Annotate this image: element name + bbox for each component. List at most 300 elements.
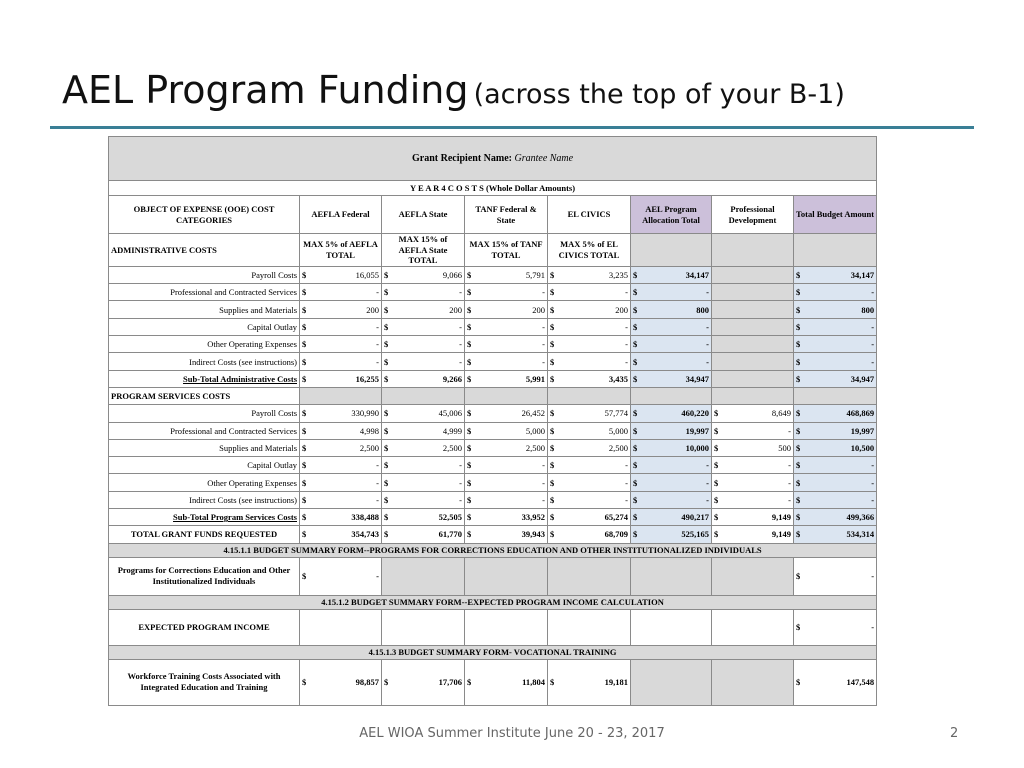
currency-sign: $ [796, 494, 801, 505]
currency-sign: $ [467, 287, 472, 298]
amount-cell [548, 353, 631, 370]
amount-cell [382, 336, 465, 353]
amount-cell [300, 370, 382, 387]
currency-sign: $ [302, 571, 307, 582]
program-costs-title: PROGRAM SERVICES COSTS [109, 387, 300, 404]
amount-cell [300, 509, 382, 526]
amount-value: - [542, 339, 545, 350]
currency-sign: $ [633, 460, 638, 471]
currency-sign: $ [302, 287, 307, 298]
currency-sign: $ [796, 677, 801, 688]
amount-cell [794, 659, 877, 705]
currency-sign: $ [796, 373, 801, 384]
subtotal-row [109, 370, 877, 387]
column-header: TANF Federal & State [465, 196, 548, 234]
recipient-row [109, 137, 877, 181]
currency-sign: $ [550, 408, 555, 419]
empty-cell [712, 266, 794, 283]
currency-sign: $ [796, 339, 801, 350]
amount-value: - [871, 460, 875, 471]
amount-cell [382, 659, 465, 705]
empty-cell [712, 336, 794, 353]
amount-cell [382, 301, 465, 318]
empty-cell [712, 609, 794, 645]
currency-sign: $ [633, 512, 638, 523]
amount-value: - [706, 339, 709, 350]
recipient-label: Grant Recipient Name: [412, 153, 512, 164]
currency-sign: $ [467, 677, 472, 688]
amount-cell [465, 370, 548, 387]
currency-sign: $ [384, 287, 389, 298]
currency-sign: $ [714, 477, 719, 488]
amount-cell [794, 491, 877, 508]
currency-sign: $ [796, 356, 801, 367]
amount-cell [548, 301, 631, 318]
amount-cell [548, 491, 631, 508]
amount-value: 16,255 [355, 373, 379, 384]
amount-cell [548, 266, 631, 283]
amount-cell [631, 526, 712, 543]
currency-sign: $ [384, 373, 389, 384]
amount-value: 147,548 [846, 677, 875, 688]
row-label: Payroll Costs [109, 266, 300, 283]
row-label: Payroll Costs [109, 405, 300, 422]
amount-value: 200 [449, 304, 462, 315]
currency-sign: $ [384, 339, 389, 350]
amount-value: - [459, 494, 462, 505]
currency-sign: $ [550, 494, 555, 505]
amount-value: - [706, 321, 709, 332]
amount-value: - [376, 477, 379, 488]
table-row [109, 301, 877, 318]
amount-value: - [871, 622, 875, 633]
currency-sign: $ [302, 442, 307, 453]
amount-cell [300, 318, 382, 335]
amount-cell [712, 457, 794, 474]
amount-cell [300, 439, 382, 456]
amount-value: 65,274 [604, 512, 628, 523]
currency-sign: $ [384, 494, 389, 505]
program-header-row [109, 387, 877, 404]
currency-sign: $ [302, 270, 307, 281]
amount-value: - [459, 287, 462, 298]
currency-sign: $ [467, 460, 472, 471]
currency-sign: $ [302, 494, 307, 505]
amount-cell [631, 491, 712, 508]
amount-value: - [542, 321, 545, 332]
column-header: AEL Program Allocation Total [631, 196, 712, 234]
amount-cell [794, 557, 877, 595]
amount-cell [300, 474, 382, 491]
empty-cell [548, 557, 631, 595]
amount-value: 19,997 [685, 425, 709, 436]
amount-cell [548, 422, 631, 439]
currency-sign: $ [302, 321, 307, 332]
amount-value: 800 [861, 304, 875, 315]
empty-cell [465, 609, 548, 645]
currency-sign: $ [550, 287, 555, 298]
table-row [109, 457, 877, 474]
amount-value: - [459, 460, 462, 471]
amount-cell [300, 336, 382, 353]
amount-value: - [542, 460, 545, 471]
amount-value: - [376, 339, 379, 350]
amount-value: 200 [366, 304, 379, 315]
amount-cell [548, 659, 631, 705]
amount-cell [794, 284, 877, 301]
currency-sign: $ [467, 270, 472, 281]
amount-cell [631, 509, 712, 526]
currency-sign: $ [714, 494, 719, 505]
amount-value: 26,452 [521, 408, 545, 419]
empty-cell [382, 609, 465, 645]
currency-sign: $ [302, 677, 307, 688]
row-label: TOTAL GRANT FUNDS REQUESTED [109, 526, 300, 543]
amount-cell [300, 353, 382, 370]
amount-cell [631, 284, 712, 301]
empty-cell [465, 557, 548, 595]
empty-cell [300, 387, 382, 404]
amount-cell [794, 609, 877, 645]
amount-cell [300, 526, 382, 543]
amount-cell [631, 457, 712, 474]
income-row [109, 609, 877, 645]
amount-value: 9,149 [771, 529, 791, 540]
header-row [109, 196, 877, 234]
admin-cap-note: MAX 15% of TANF TOTAL [465, 234, 548, 267]
amount-cell [382, 405, 465, 422]
empty-cell [631, 387, 712, 404]
amount-cell [548, 474, 631, 491]
currency-sign: $ [796, 287, 801, 298]
empty-cell [712, 284, 794, 301]
empty-cell [631, 609, 712, 645]
amount-value: 499,366 [846, 512, 875, 523]
table-row [109, 336, 877, 353]
amount-cell [548, 439, 631, 456]
currency-sign: $ [550, 512, 555, 523]
currency-sign: $ [796, 425, 801, 436]
currency-sign: $ [714, 529, 719, 540]
amount-value: 10,500 [850, 442, 875, 453]
amount-cell [465, 659, 548, 705]
currency-sign: $ [384, 304, 389, 315]
vocational-banner: 4.15.1.3 BUDGET SUMMARY FORM- VOCATIONAL TRAINING [109, 645, 877, 659]
amount-cell [382, 509, 465, 526]
amount-value: - [871, 477, 875, 488]
amount-value: 2,500 [359, 442, 379, 453]
recipient-cell [109, 137, 877, 181]
amount-value: - [625, 460, 628, 471]
currency-sign: $ [302, 339, 307, 350]
amount-value: - [376, 494, 379, 505]
amount-cell [465, 284, 548, 301]
amount-value: 45,006 [438, 408, 462, 419]
amount-value: - [376, 460, 379, 471]
amount-cell [382, 422, 465, 439]
title-sub: (across the top of your B-1) [473, 79, 845, 110]
currency-sign: $ [302, 408, 307, 419]
currency-sign: $ [796, 460, 801, 471]
admin-costs-title: ADMINISTRATIVE COSTS [109, 234, 300, 267]
column-header: Professional Development [712, 196, 794, 234]
empty-cell [712, 301, 794, 318]
table-row [109, 422, 877, 439]
amount-value: - [542, 287, 545, 298]
amount-cell [300, 284, 382, 301]
amount-cell [548, 284, 631, 301]
amount-cell [631, 336, 712, 353]
currency-sign: $ [796, 304, 801, 315]
currency-sign: $ [467, 477, 472, 488]
empty-cell [712, 557, 794, 595]
amount-value: 52,505 [438, 512, 462, 523]
empty-cell [712, 318, 794, 335]
section-banner-row [109, 543, 877, 557]
amount-cell [465, 526, 548, 543]
amount-cell [300, 422, 382, 439]
amount-value: 61,770 [438, 529, 462, 540]
amount-value: 33,952 [521, 512, 545, 523]
amount-value: - [788, 477, 791, 488]
empty-cell [712, 659, 794, 705]
currency-sign: $ [550, 442, 555, 453]
currency-sign: $ [633, 270, 638, 281]
currency-sign: $ [633, 339, 638, 350]
amount-cell [548, 457, 631, 474]
amount-cell [794, 353, 877, 370]
empty-cell [631, 234, 712, 267]
row-label: Sub-Total Program Services Costs [109, 509, 300, 526]
amount-value: - [459, 356, 462, 367]
currency-sign: $ [796, 571, 801, 582]
currency-sign: $ [796, 442, 801, 453]
currency-sign: $ [467, 442, 472, 453]
amount-value: 460,220 [681, 408, 709, 419]
budget-table [108, 136, 877, 706]
corrections-banner: 4.15.1.1 BUDGET SUMMARY FORM--PROGRAMS FOR CORRECTIONS EDUCATION AND OTHER INSTITUTIONALIZED INDIVIDUALS [109, 543, 877, 557]
amount-value: 3,235 [608, 270, 628, 281]
currency-sign: $ [796, 477, 801, 488]
amount-value: - [459, 477, 462, 488]
amount-value: 330,990 [351, 408, 379, 419]
currency-sign: $ [796, 321, 801, 332]
currency-sign: $ [384, 677, 389, 688]
corrections-row [109, 557, 877, 595]
income-label: EXPECTED PROGRAM INCOME [109, 609, 300, 645]
amount-value: 2,500 [525, 442, 545, 453]
amount-value: - [459, 339, 462, 350]
empty-cell [712, 387, 794, 404]
amount-cell [465, 474, 548, 491]
amount-cell [631, 353, 712, 370]
year-costs-label: Y E A R 4 C O S T S (Whole Dollar Amounts) [109, 181, 877, 196]
year-row [109, 181, 877, 196]
amount-value: - [871, 356, 875, 367]
empty-cell [465, 387, 548, 404]
amount-cell [465, 301, 548, 318]
currency-sign: $ [302, 425, 307, 436]
currency-sign: $ [796, 270, 801, 281]
amount-value: 5,991 [525, 373, 545, 384]
currency-sign: $ [633, 373, 638, 384]
admin-cap-note: MAX 15% of AEFLA State TOTAL [382, 234, 465, 267]
grand-total-row [109, 526, 877, 543]
currency-sign: $ [796, 622, 801, 633]
row-label: Indirect Costs (see instructions) [109, 491, 300, 508]
currency-sign: $ [302, 512, 307, 523]
amount-value: - [625, 321, 628, 332]
amount-value: 9,149 [771, 512, 791, 523]
amount-value: - [376, 321, 379, 332]
currency-sign: $ [550, 529, 555, 540]
amount-cell [548, 405, 631, 422]
currency-sign: $ [467, 529, 472, 540]
row-label: Professional and Contracted Services [109, 284, 300, 301]
empty-cell [712, 234, 794, 267]
amount-value: - [871, 494, 875, 505]
amount-cell [794, 439, 877, 456]
amount-cell [382, 353, 465, 370]
currency-sign: $ [467, 408, 472, 419]
amount-value: 9,266 [442, 373, 462, 384]
row-label: Sub-Total Administrative Costs [109, 370, 300, 387]
amount-cell [794, 336, 877, 353]
amount-value: 338,488 [351, 512, 379, 523]
amount-value: - [625, 477, 628, 488]
amount-cell [465, 353, 548, 370]
amount-cell [465, 439, 548, 456]
section-banner-row [109, 595, 877, 609]
subtotal-row [109, 509, 877, 526]
amount-value: - [871, 571, 875, 582]
amount-value: - [625, 339, 628, 350]
column-header: EL CIVICS [548, 196, 631, 234]
amount-cell [465, 457, 548, 474]
amount-cell [548, 336, 631, 353]
currency-sign: $ [796, 408, 801, 419]
admin-cap-note: MAX 5% of EL CIVICS TOTAL [548, 234, 631, 267]
amount-cell [712, 491, 794, 508]
currency-sign: $ [633, 529, 638, 540]
amount-cell [631, 405, 712, 422]
row-label: Other Operating Expenses [109, 474, 300, 491]
currency-sign: $ [550, 460, 555, 471]
amount-value: - [625, 356, 628, 367]
table-row [109, 439, 877, 456]
currency-sign: $ [633, 442, 638, 453]
amount-value: 5,000 [608, 425, 628, 436]
amount-cell [794, 457, 877, 474]
amount-value: 39,943 [521, 529, 545, 540]
amount-cell [300, 557, 382, 595]
amount-cell [465, 491, 548, 508]
currency-sign: $ [550, 373, 555, 384]
currency-sign: $ [384, 529, 389, 540]
ooe-header: OBJECT OF EXPENSE (OOE) COST CATEGORIES [109, 196, 300, 234]
currency-sign: $ [467, 339, 472, 350]
currency-sign: $ [384, 270, 389, 281]
amount-value: 16,055 [355, 270, 379, 281]
vocational-label: Workforce Training Costs Associated with Integrated Education and Training [109, 659, 300, 705]
currency-sign: $ [550, 677, 555, 688]
amount-cell [465, 405, 548, 422]
row-label: Capital Outlay [109, 318, 300, 335]
empty-cell [794, 234, 877, 267]
amount-cell [382, 266, 465, 283]
amount-value: 2,500 [608, 442, 628, 453]
amount-value: 57,774 [604, 408, 628, 419]
column-header: AEFLA Federal [300, 196, 382, 234]
amount-value: - [625, 287, 628, 298]
amount-cell [300, 266, 382, 283]
table-row [109, 474, 877, 491]
recipient-value: Grantee Name [514, 153, 574, 164]
amount-value: - [706, 494, 709, 505]
currency-sign: $ [633, 356, 638, 367]
section-banner-row [109, 645, 877, 659]
corrections-label: Programs for Corrections Education and Other Institutionalized Individuals [109, 557, 300, 595]
amount-cell [382, 318, 465, 335]
amount-value: - [706, 356, 709, 367]
table-row [109, 491, 877, 508]
amount-value: 2,500 [442, 442, 462, 453]
amount-cell [465, 422, 548, 439]
amount-value: 9,066 [442, 270, 462, 281]
currency-sign: $ [467, 512, 472, 523]
empty-cell [548, 609, 631, 645]
amount-cell [382, 439, 465, 456]
amount-value: 5,000 [525, 425, 545, 436]
table-row [109, 405, 877, 422]
amount-cell [382, 526, 465, 543]
slide-title [62, 68, 845, 112]
income-banner: 4.15.1.2 BUDGET SUMMARY FORM--EXPECTED PROGRAM INCOME CALCULATION [109, 595, 877, 609]
amount-cell [548, 318, 631, 335]
amount-cell [382, 284, 465, 301]
amount-value: 17,706 [438, 677, 462, 688]
amount-cell [631, 370, 712, 387]
amount-cell [712, 422, 794, 439]
amount-value: - [706, 287, 709, 298]
currency-sign: $ [302, 356, 307, 367]
empty-cell [548, 387, 631, 404]
amount-value: - [706, 477, 709, 488]
amount-cell [548, 526, 631, 543]
amount-value: 490,217 [681, 512, 709, 523]
empty-cell [712, 370, 794, 387]
amount-value: 3,435 [608, 373, 628, 384]
currency-sign: $ [384, 442, 389, 453]
amount-cell [794, 318, 877, 335]
currency-sign: $ [384, 356, 389, 367]
currency-sign: $ [467, 494, 472, 505]
amount-value: - [788, 425, 791, 436]
empty-cell [631, 659, 712, 705]
currency-sign: $ [384, 425, 389, 436]
amount-value: 525,165 [681, 529, 709, 540]
amount-cell [548, 509, 631, 526]
empty-cell [631, 557, 712, 595]
currency-sign: $ [302, 460, 307, 471]
row-label: Supplies and Materials [109, 301, 300, 318]
currency-sign: $ [467, 304, 472, 315]
currency-sign: $ [467, 321, 472, 332]
row-label: Supplies and Materials [109, 439, 300, 456]
amount-value: 19,997 [850, 425, 875, 436]
amount-cell [631, 439, 712, 456]
amount-value: 11,804 [522, 677, 545, 688]
